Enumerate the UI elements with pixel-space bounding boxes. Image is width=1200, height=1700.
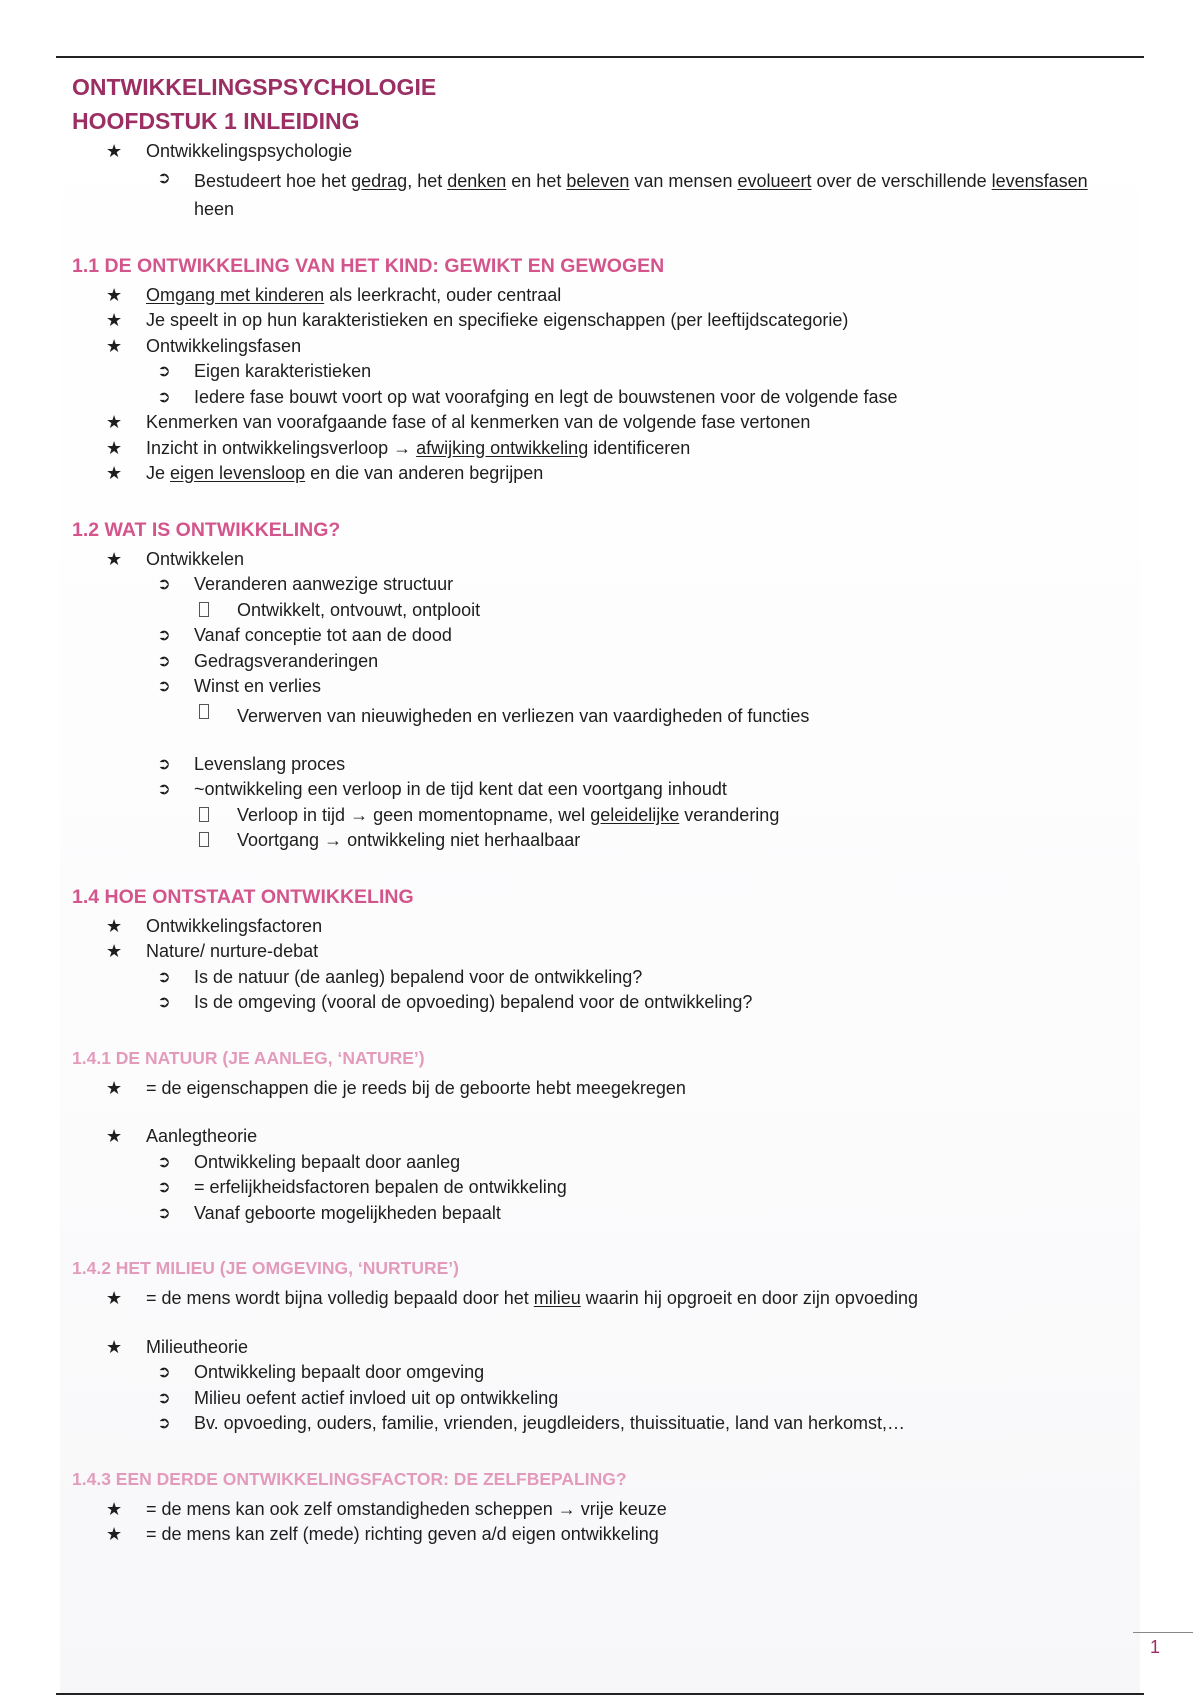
bullet-star-icon: ★: [106, 310, 123, 330]
bullet-arrow-icon: ➲: [157, 1389, 171, 1407]
section-1-4-2-list: [72, 1286, 1132, 1437]
list-item: ★ Ontwikkelingsfactoren: [72, 914, 1132, 940]
list-item: ➲ Bv. opvoeding, ouders, familie, vrienden, jeugdleiders, thuissituatie, land van herkomst,…: [72, 1411, 1132, 1437]
section-heading-1-4: 1.4 HOE ONTSTAAT ONTWIKKELING: [72, 885, 414, 908]
bullet-star-icon: ★: [106, 1524, 123, 1544]
bullet-arrow-icon: ➲: [157, 169, 171, 187]
intro-list: [72, 139, 1132, 223]
bullet-star-icon: ★: [106, 412, 123, 432]
spacer: [72, 1312, 1132, 1335]
list-item: ➲ Is de natuur (de aanleg) bepalend voor de ontwikkeling?: [72, 965, 1132, 991]
list-item: ★ = de mens kan ook zelf omstandigheden scheppen → vrije keuze: [72, 1497, 1132, 1523]
list-item: Verloop in tijd → geen momentopname, wel geleidelijke verandering: [72, 803, 1132, 829]
bullet-arrow-icon: ➲: [157, 968, 171, 986]
chapter-title: HOOFDSTUK 1 INLEIDING: [72, 108, 360, 134]
document-content: [72, 70, 1132, 1548]
bullet-arrow-icon: ➲: [157, 388, 171, 406]
list-item: ➲ Vanaf conceptie tot aan de dood: [72, 623, 1132, 649]
bullet-star-icon: ★: [106, 141, 123, 161]
page-number: 1: [1150, 1637, 1161, 1657]
list-item: ➲ Milieu oefent actief invloed uit op ontwikkeling: [72, 1386, 1132, 1412]
top-rule: [56, 56, 1144, 58]
bullet-star-icon: ★: [106, 463, 123, 483]
list-item: ➲ ~ontwikkeling een verloop in de tijd kent dat een voortgang inhoudt: [72, 777, 1132, 803]
list-item: ★ Je eigen levensloop en die van anderen begrijpen: [72, 461, 1132, 487]
page-number-rule: [1133, 1632, 1193, 1633]
list-item: ➲ Ontwikkeling bepaalt door aanleg: [72, 1150, 1132, 1176]
bullet-arrow-icon: ➲: [157, 576, 171, 593]
bullet-star-icon: ★: [106, 1126, 123, 1146]
list-item: ★ Nature/ nurture-debat: [72, 939, 1132, 965]
spacer: [72, 1101, 1132, 1124]
bottom-rule: [56, 1693, 1144, 1695]
bullet-arrow-icon: ➲: [157, 627, 171, 644]
bullet-box-icon: [199, 704, 209, 719]
list-item: ➲ Is de omgeving (vooral de opvoeding) bepalend voor de ontwikkeling?: [72, 990, 1132, 1016]
list-item: ★ Ontwikkelingsfasen: [72, 334, 1132, 360]
bullet-arrow-icon: ➲: [157, 1153, 171, 1171]
bullet-box-icon: [199, 832, 209, 847]
section-1-2-list: [72, 547, 1132, 854]
list-item: ★ = de mens kan zelf (mede) richting geven a/d eigen ontwikkeling: [72, 1522, 1132, 1548]
list-item: ➲ Vanaf geboorte mogelijkheden bepaalt: [72, 1201, 1132, 1227]
section-heading-1-4-2: 1.4.2 HET MILIEU (JE OMGEVING, ‘NURTURE’): [72, 1258, 459, 1278]
bullet-star-icon: ★: [106, 915, 123, 936]
list-item: Ontwikkelt, ontvouwt, ontplooit: [72, 598, 1132, 624]
section-heading-1-1: 1.1 DE ONTWIKKELING VAN HET KIND: GEWIKT EN GEWOGEN: [72, 254, 665, 277]
bullet-star-icon: ★: [106, 941, 123, 961]
list-item: ★ Je speelt in op hun karakteristieken en specifieke eigenschappen (per leeftijdscategorie): [72, 308, 1132, 334]
bullet-arrow-icon: ➲: [157, 652, 171, 670]
list-item: ➲ Eigen karakteristieken: [72, 359, 1132, 385]
section-heading-1-2: 1.2 WAT IS ONTWIKKELING?: [72, 518, 341, 541]
bullet-star-icon: ★: [106, 1077, 123, 1098]
bullet-star-icon: ★: [106, 335, 123, 356]
bullet-arrow-icon: ➲: [157, 678, 171, 695]
list-item: ★ Ontwikkelingspsychologie: [72, 139, 1132, 165]
list-item: ➲ Winst en verlies: [72, 674, 1132, 700]
bullet-star-icon: ★: [106, 284, 123, 305]
bullet-arrow-icon: ➲: [157, 781, 171, 798]
list-item: ➲ Ontwikkeling bepaalt door omgeving: [72, 1360, 1132, 1386]
section-heading-1-4-3: 1.4.3 EEN DERDE ONTWIKKELINGSFACTOR: DE ZELFBEPALING?: [72, 1468, 627, 1489]
list-item: Voortgang → ontwikkeling niet herhaalbaar: [72, 828, 1132, 854]
list-item: ➲ Gedragsveranderingen: [72, 649, 1132, 675]
bullet-arrow-icon: ➲: [157, 1204, 171, 1222]
list-item: ★ Omgang met kinderen als leerkracht, ouder centraal: [72, 283, 1132, 309]
bullet-star-icon: ★: [106, 437, 123, 458]
document-title: ONTWIKKELINGSPSYCHOLOGIE: [72, 74, 437, 100]
list-item: ★ = de eigenschappen die je reeds bij de geboorte hebt meegekregen: [72, 1076, 1132, 1102]
section-1-4-list: [72, 914, 1132, 1016]
bullet-box-icon: [199, 807, 209, 822]
list-item: ➲ Levenslang proces: [72, 752, 1132, 778]
list-item: ★ Ontwikkelen: [72, 547, 1132, 573]
section-heading-1-4-1: 1.4.1 DE NATUUR (JE AANLEG, ‘NATURE’): [72, 1047, 425, 1068]
section-1-4-1-list: [72, 1076, 1132, 1227]
section-1-1-list: [72, 283, 1132, 487]
bullet-box-icon: [199, 602, 209, 617]
bullet-star-icon: ★: [106, 1288, 123, 1308]
list-item: ★ Kenmerken van voorafgaande fase of al kenmerken van de volgende fase vertonen: [72, 410, 1132, 436]
list-item: ➲ Bestudeert hoe het gedrag, het denken en het beleven van mensen evolueert over de verschillende levensfasen heen: [72, 165, 1132, 223]
bullet-arrow-icon: ➲: [157, 1364, 171, 1381]
spacer: [72, 730, 1132, 752]
bullet-star-icon: ★: [106, 548, 123, 569]
bullet-arrow-icon: ➲: [157, 1415, 171, 1432]
bullet-star-icon: ★: [106, 1498, 123, 1519]
list-item: ★ = de mens wordt bijna volledig bepaald door het milieu waarin hij opgroeit en door zijn opvoeding: [72, 1286, 1132, 1312]
bullet-arrow-icon: ➲: [157, 994, 171, 1011]
bullet-arrow-icon: ➲: [157, 1179, 171, 1196]
list-item: ➲ = erfelijkheidsfactoren bepalen de ontwikkeling: [72, 1175, 1132, 1201]
list-item: ★ Inzicht in ontwikkelingsverloop → afwijking ontwikkeling identificeren: [72, 436, 1132, 462]
list-item: ★ Milieutheorie: [72, 1335, 1132, 1361]
bullet-star-icon: ★: [106, 1336, 123, 1357]
bullet-arrow-icon: ➲: [157, 363, 171, 380]
list-item: ➲ Veranderen aanwezige structuur: [72, 572, 1132, 598]
list-item: ★ Aanlegtheorie: [72, 1124, 1132, 1150]
list-item: ➲ Iedere fase bouwt voort op wat voorafging en legt de bouwstenen voor de volgende fase: [72, 385, 1132, 411]
bullet-arrow-icon: ➲: [157, 755, 171, 773]
list-item: Verwerven van nieuwigheden en verliezen van vaardigheden of functies: [72, 700, 1132, 730]
section-1-4-3-list: [72, 1497, 1132, 1548]
